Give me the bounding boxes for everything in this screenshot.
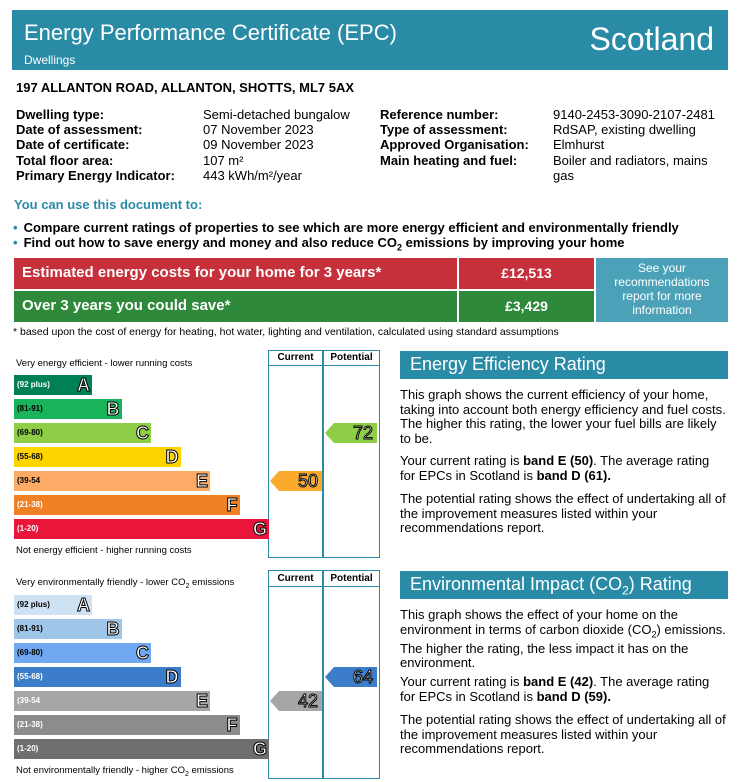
- band-a: [14, 595, 92, 615]
- band-range: (1-20): [17, 744, 39, 753]
- efficiency-potential-rating: The potential rating shows the effect of undertaking all of the improvement measures listed within your recommendations report.: [400, 491, 726, 535]
- potential-column: [323, 350, 380, 558]
- band-letter: F: [226, 495, 238, 515]
- band-range: (55-68): [17, 672, 43, 681]
- assessment-type-label: Type of assessment:: [380, 122, 508, 137]
- band-g: [14, 519, 269, 539]
- band-range: (81-91): [17, 624, 43, 633]
- certificate-header: [12, 10, 728, 70]
- bullet-dot-icon: •: [13, 220, 18, 235]
- heating-fuel-label: Main heating and fuel:: [380, 153, 518, 168]
- band-c: [14, 423, 151, 443]
- heating-fuel-value-line2: gas: [553, 168, 574, 183]
- bullet-dot-icon: •: [13, 234, 18, 250]
- band-range: (81-91): [17, 404, 43, 413]
- approved-organisation-value: Elmhurst: [553, 137, 605, 152]
- band-f: [14, 715, 240, 735]
- band-letter: B: [106, 399, 120, 419]
- environment-potential-rating: The potential rating shows the effect of undertaking all of the improvement measures listed within your recommendations report.: [400, 712, 726, 756]
- potential-header: Potential: [330, 573, 373, 584]
- bottom-caption: Not energy efficient - higher running costs: [16, 545, 192, 556]
- environment-description: This graph shows the effect of your home on the environment in terms of carbon dioxide $(CO_2)$ emissions. The higher the rating, the less impact it has on the environment.: [400, 607, 726, 671]
- estimated-costs-value: £12,513: [459, 258, 594, 289]
- savings-value: £3,429: [459, 291, 594, 322]
- efficiency-current-rating: Your current rating is band E (50). The average rating for EPCs in Scotland is band D (61).: [400, 453, 710, 483]
- certificate-date-label: Date of certificate:: [16, 137, 130, 152]
- band-e: [14, 691, 210, 711]
- environmental-impact-chart: [12, 570, 380, 779]
- assessment-date-value: 07 November 2023: [203, 122, 314, 137]
- potential-rating-arrow: 72: [325, 423, 377, 443]
- use-bullets: [13, 221, 679, 255]
- efficiency-description: This graph shows the current efficiency of your home, taking into account both energy efficiency and fuel costs. The higher this rating, the lower your fuel bills are likely to be.: [400, 387, 726, 446]
- band-range: (69-80): [17, 428, 43, 437]
- top-caption: Very energy efficient - lower running costs: [16, 358, 193, 369]
- savings-label: Over 3 years you could save*: [14, 291, 457, 322]
- bullet-item: • Find out how to save energy and money and also reduce $CO_2$ emissions by improving your home: [13, 234, 625, 253]
- reference-number-value: 9140-2453-3090-2107-2481: [553, 107, 715, 122]
- certificate-date-value: 09 November 2023: [203, 137, 314, 152]
- floor-area-label: Total floor area:: [16, 153, 114, 168]
- band-letter: G: [252, 739, 267, 759]
- header-divider: [268, 365, 380, 366]
- heating-fuel-value: Boiler and radiators, mains: [553, 153, 708, 168]
- band-range: (39-54: [17, 476, 41, 485]
- band-range: (92 plus): [17, 380, 50, 389]
- use-document-heading: You can use this document to:: [14, 197, 203, 212]
- primary-energy-value: 443 kWh/m²/year: [203, 168, 302, 183]
- recommendations-link[interactable]: See your recommendations report for more information: [596, 258, 728, 322]
- band-letter: E: [195, 471, 208, 491]
- band-b: [14, 399, 122, 419]
- band-letter: B: [106, 619, 120, 639]
- current-column: [268, 350, 323, 558]
- band-a: [14, 375, 92, 395]
- band-letter: C: [136, 643, 149, 663]
- band-range: (1-20): [17, 524, 39, 533]
- environment-panel-title: Environmental Impact $(CO_2)$ Rating: [400, 571, 728, 599]
- band-letter: D: [165, 447, 179, 467]
- header-divider: [268, 586, 380, 587]
- certificate-subtitle: Dwellings: [24, 53, 76, 67]
- potential-rating-arrow: 64: [325, 667, 377, 687]
- assessment-type-value: RdSAP, existing dwelling: [553, 122, 696, 137]
- band-range: (69-80): [17, 648, 43, 657]
- estimated-costs-label: Estimated energy costs for your home for 3 years*: [14, 258, 457, 289]
- energy-efficiency-chart: [12, 350, 380, 558]
- current-rating-arrow: 42: [270, 691, 322, 711]
- current-header: Current: [277, 573, 314, 584]
- dwelling-type-label: Dwelling type:: [16, 107, 105, 122]
- band-d: [14, 667, 181, 687]
- band-letter: F: [226, 715, 238, 735]
- band-g: [14, 739, 269, 759]
- environment-current-rating: Your current rating is band E (42). The average rating for EPCs in Scotland is band D (59).: [400, 674, 710, 704]
- band-range: (39-54: [17, 696, 41, 705]
- band-range: (21-38): [17, 500, 43, 509]
- primary-energy-label: Primary Energy Indicator:: [16, 168, 175, 183]
- bullet-item: • Compare current ratings of properties to see which are more energy efficient and environmentally friendly: [13, 220, 679, 235]
- costs-footnote: * based upon the cost of energy for heating, hot water, lighting and ventilation, calculated using standard assumptions: [13, 326, 559, 338]
- dwelling-type-value: Semi-detached bungalow: [203, 107, 350, 122]
- floor-area-value: 107 m²: [203, 153, 244, 168]
- potential-header: Potential: [330, 352, 373, 363]
- current-header: Current: [277, 352, 314, 363]
- band-letter: D: [165, 667, 179, 687]
- band-letter: A: [77, 595, 90, 615]
- band-letter: E: [195, 691, 208, 711]
- band-e: [14, 471, 210, 491]
- certificate-title: Energy Performance Certificate (EPC): [24, 20, 397, 45]
- assessment-date-label: Date of assessment:: [16, 122, 143, 137]
- band-range: (92 plus): [17, 600, 50, 609]
- band-letter: C: [136, 423, 149, 443]
- current-rating-arrow: 50: [270, 471, 322, 491]
- country-label: Scotland: [589, 21, 714, 57]
- band-letter: G: [252, 519, 267, 539]
- band-range: (55-68): [17, 452, 43, 461]
- band-letter: A: [77, 375, 90, 395]
- bottom-caption: Not environmentally friendly - higher $CO_2$ emissions: [16, 765, 234, 778]
- approved-organisation-label: Approved Organisation:: [380, 137, 529, 152]
- band-f: [14, 495, 240, 515]
- top-caption: Very environmentally friendly - lower $CO_2$ emissions: [16, 577, 235, 590]
- current-column: [268, 570, 323, 779]
- band-c: [14, 643, 151, 663]
- reference-number-label: Reference number:: [380, 107, 499, 122]
- band-range: (21-38): [17, 720, 43, 729]
- band-d: [14, 447, 181, 467]
- property-address: 197 ALLANTON ROAD, ALLANTON, SHOTTS, ML7 5AX: [16, 80, 355, 95]
- band-b: [14, 619, 122, 639]
- efficiency-panel-title: Energy Efficiency Rating: [400, 351, 728, 379]
